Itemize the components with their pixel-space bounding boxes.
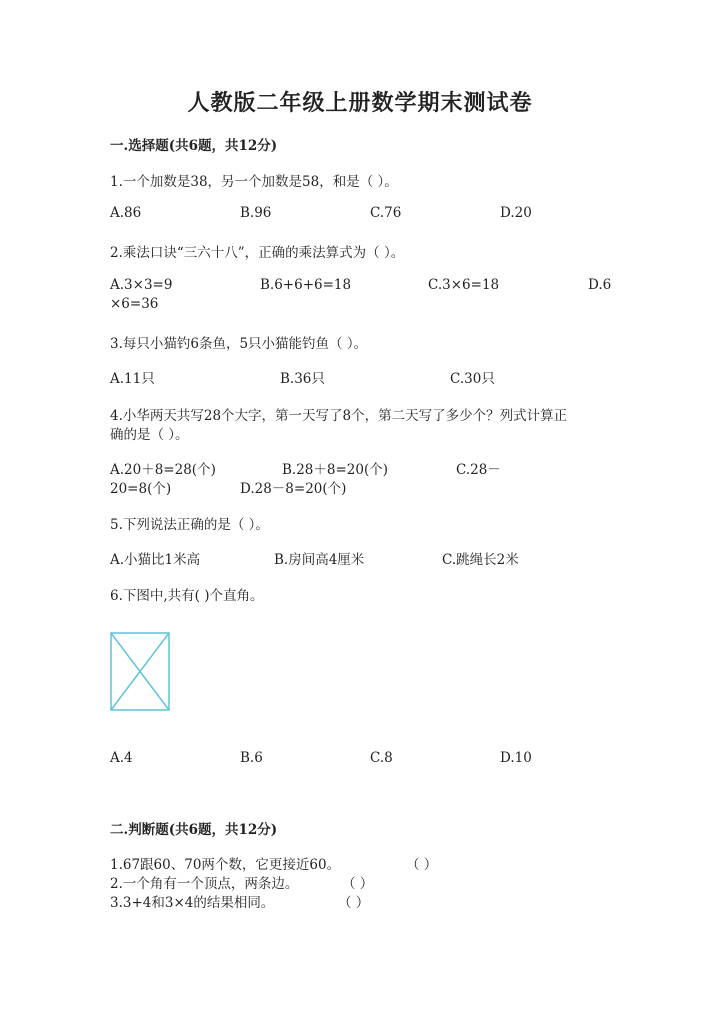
q1-option-d: D.20: [500, 205, 532, 221]
judge-item-2-text: 2.一个角有一个顶点，两条边。: [110, 876, 299, 892]
judge-item-3-bracket: （ ）: [338, 895, 370, 911]
judge-item-2-bracket: （ ）: [342, 876, 374, 892]
judge-item-1-text: 1.67跟60、70两个数，它更接近60。: [110, 857, 341, 873]
q3-option-c: C.30只: [450, 371, 495, 387]
section1-heading: 一.选择题(共6题，共12分): [110, 138, 278, 154]
q5-text: 5.下列说法正确的是（ ）。: [110, 517, 269, 533]
page-title: 人教版二年级上册数学期末测试卷: [187, 90, 533, 116]
q1-text: 1.一个加数是38，另一个加数是58，和是（ ）。: [110, 174, 398, 190]
q6-option-b: B.6: [240, 750, 263, 766]
q4-option-b: B.28＋8=20(个): [282, 462, 389, 478]
q4-text-line1: 4.小华两天共写28个大字，第一天写了8个，第二天写了多少个？列式计算正: [110, 408, 568, 424]
q3-option-a: A.11只: [110, 371, 155, 387]
q6-option-c: C.8: [370, 750, 393, 766]
q1-option-c: C.76: [370, 205, 402, 221]
q5-option-c: C.跳绳长2米: [442, 552, 519, 568]
q5-option-b: B.房间高4厘米: [274, 552, 365, 568]
q2-option-d-cont: ×6=36: [110, 296, 159, 312]
q2-option-d: D.6: [588, 277, 612, 293]
q1-option-a: A.86: [110, 205, 142, 221]
q3-option-b: B.36只: [280, 371, 325, 387]
q4-option-c: C.28－: [456, 462, 501, 478]
q2-option-c: C.3×6=18: [428, 277, 500, 293]
q4-option-a: A.20＋8=28(个): [110, 462, 216, 478]
section2-heading: 二.判断题(共6题，共12分): [110, 822, 278, 838]
q1-option-b: B.96: [240, 205, 272, 221]
q3-text: 3.每只小猫钓6条鱼，5只小猫能钓鱼（ ）。: [110, 336, 368, 352]
q4-option-d: D.28－8=20(个): [240, 481, 347, 497]
q2-text: 2.乘法口诀“三六十八”，正确的乘法算式为（ ）。: [110, 245, 405, 261]
q5-option-a: A.小猫比1米高: [110, 552, 201, 568]
q6-option-d: D.10: [500, 750, 532, 766]
rectangle-diagonals-figure: [110, 632, 170, 712]
judge-item-3-text: 3.3+4和3×4的结果相同。: [110, 895, 275, 911]
q2-option-a: A.3×3=9: [110, 277, 173, 293]
judge-item-1-bracket: （ ）: [406, 857, 438, 873]
q6-option-a: A.4: [110, 750, 133, 766]
q2-option-b: B.6+6+6=18: [260, 277, 352, 293]
q6-text: 6.下图中,共有( )个直角。: [110, 588, 264, 604]
q4-option-c-cont: 20=8(个): [110, 481, 172, 497]
q4-text-line2: 确的是（ ）。: [110, 427, 189, 443]
